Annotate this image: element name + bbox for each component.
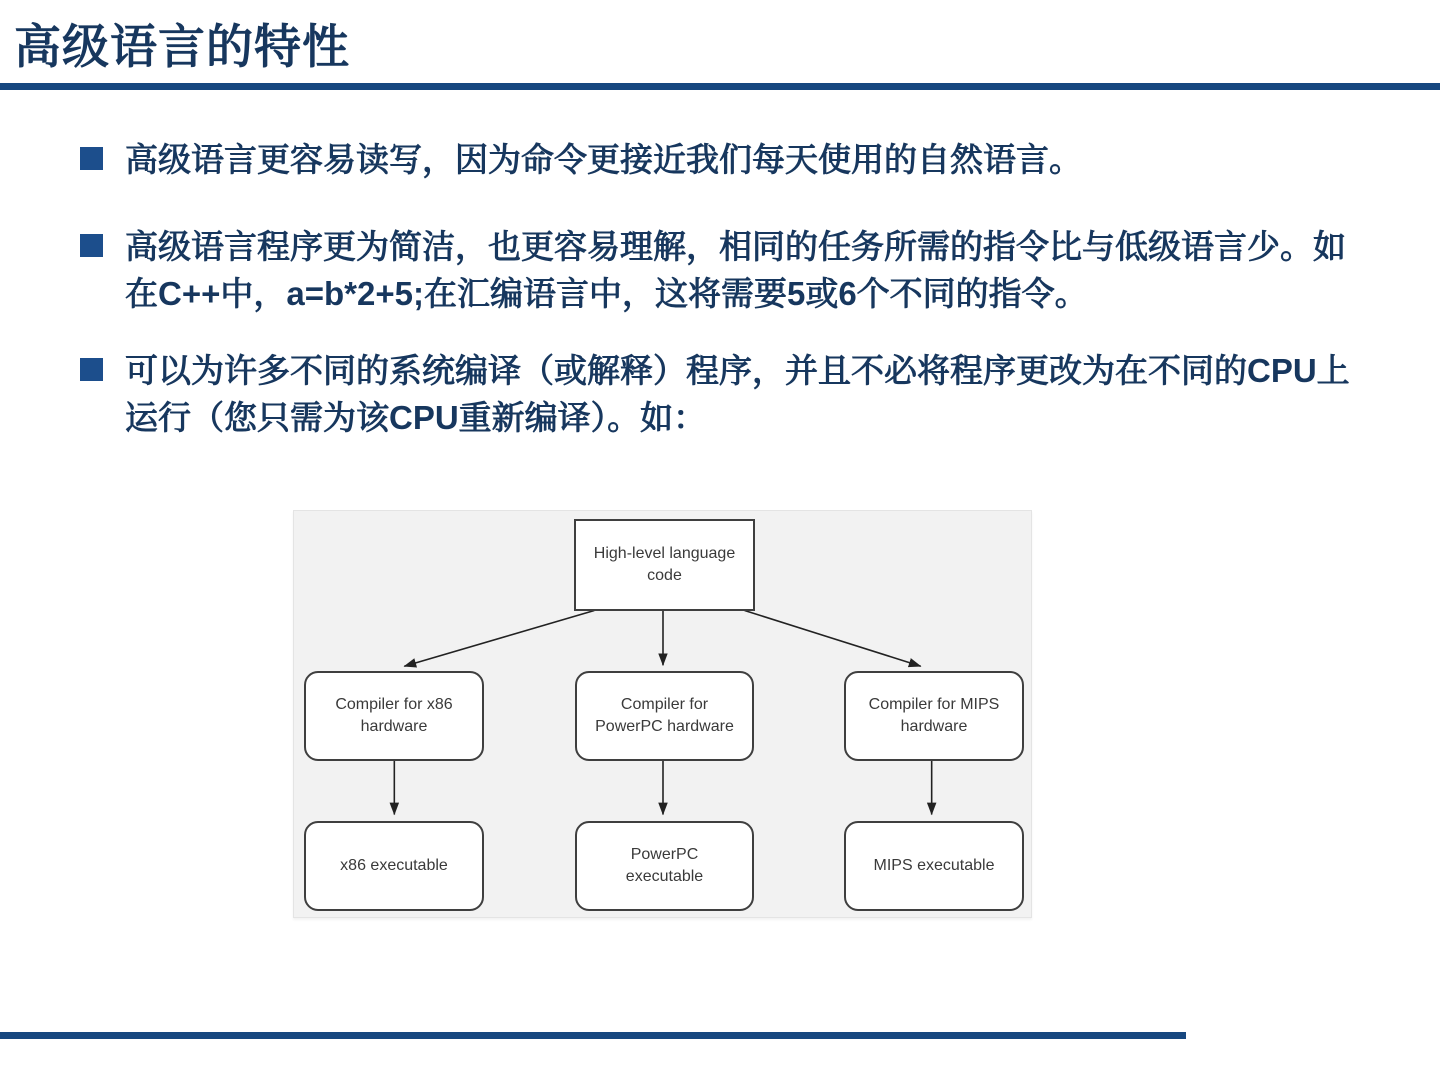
arrow-source-to-mips bbox=[745, 611, 921, 667]
bullet-item bbox=[78, 223, 1368, 317]
node-compiler-mips: Compiler for MIPS hardware bbox=[844, 671, 1024, 761]
bullet-text: 高级语言更容易读写，因为命令更接近我们每天使用的自然语言。 bbox=[125, 141, 1082, 178]
node-powerpc-executable: PowerPC executable bbox=[575, 821, 754, 911]
footer-rule bbox=[0, 1032, 1186, 1039]
bullet-list bbox=[78, 136, 1368, 441]
compilation-flow-diagram bbox=[293, 510, 1032, 918]
node-high-level-language-code: High-level language code bbox=[574, 519, 755, 611]
bullet-item bbox=[78, 136, 1368, 183]
bullet-item bbox=[78, 347, 1368, 441]
bullet-square-icon bbox=[80, 147, 103, 170]
bullet-text: 高级语言程序更为简洁，也更容易理解，相同的任务所需的指令比与低级语言少。如在C++中，a=b*2+5;在汇编语言中，这将需要5或6个不同的指令。 bbox=[125, 228, 1346, 312]
node-mips-executable: MIPS executable bbox=[844, 821, 1024, 911]
page-title: 高级语言的特性 bbox=[14, 20, 350, 73]
node-x86-executable: x86 executable bbox=[304, 821, 484, 911]
title-underline bbox=[0, 83, 1440, 90]
arrow-source-to-x86 bbox=[404, 611, 594, 667]
bullet-text: 可以为许多不同的系统编译（或解释）程序，并且不必将程序更改为在不同的CPU上运行（您只需为该CPU重新编译）。如： bbox=[125, 352, 1350, 436]
node-compiler-x86: Compiler for x86 hardware bbox=[304, 671, 484, 761]
bullet-square-icon bbox=[80, 234, 103, 257]
node-compiler-powerpc: Compiler for PowerPC hardware bbox=[575, 671, 754, 761]
bullet-square-icon bbox=[80, 358, 103, 381]
